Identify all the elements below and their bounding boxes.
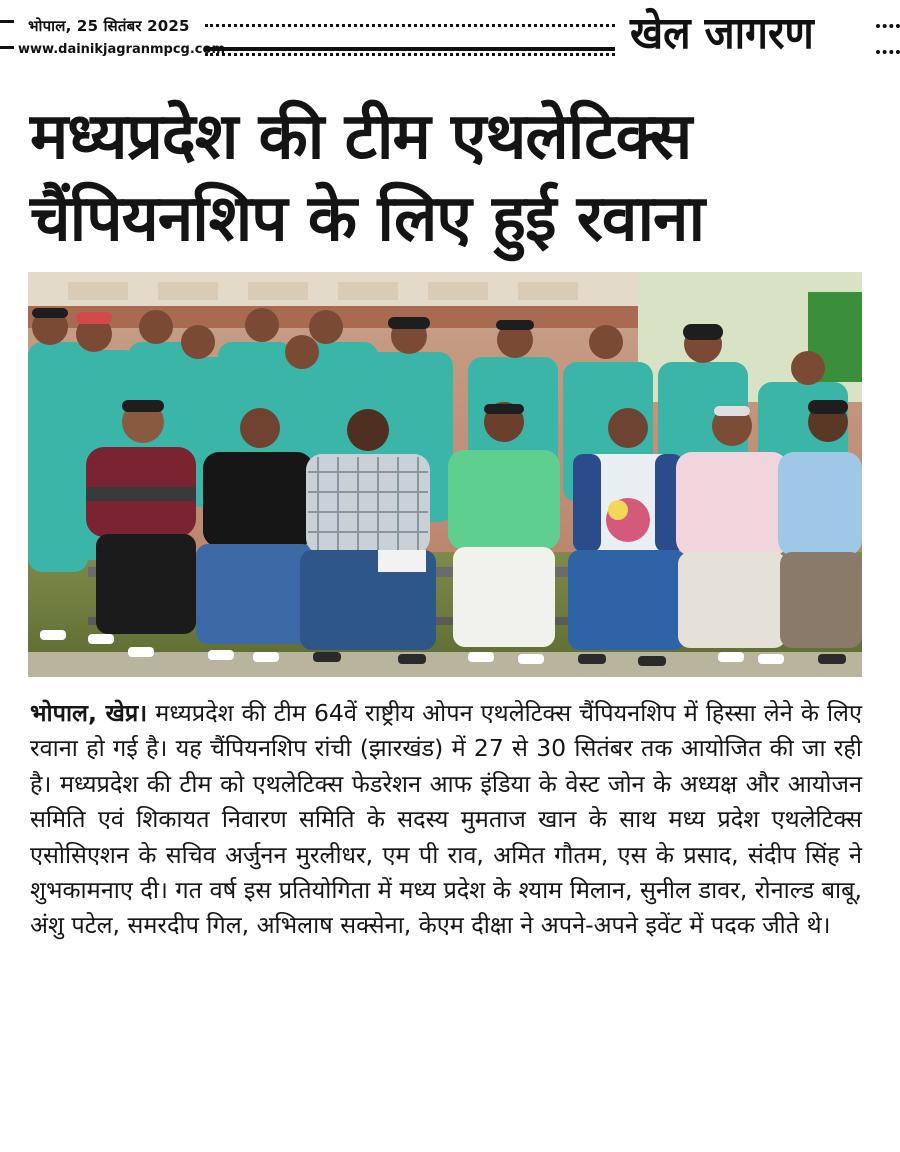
masthead-dotted-rule-bottom [205, 53, 615, 56]
article-text: मध्यप्रदेश की टीम 64वें राष्ट्रीय ओपन एथलेटिक्स चैंपियनशिप में हिस्सा लेने के लिए रवाना हो गई है। यह चैंपियनशिप रांची (झारखंड) में 27 से 30 सितंबर तक आयोजित की जा रही है। मध्यप्रदेश की टीम को एथलेटिक्स फेडरेशन आफ इंडिया के वेस्ट जोन के अध्यक्ष और आयोजन समिति एवं शिकायत निवारण समिति के सदस्य मुमताज खान के साथ मध्य प्रदेश एथलेटिक्स एसोसिएशन के सचिव अर्जुनन मुरलीधर, एम पी राव, अमित गौतम, एस के प्रसाद, संदीप सिंह ने शुभकामनाए दी। गत वर्ष इस प्रतियोगिता में मध्य प्रदेश के श्याम मिलान, सुनील डावर, रोनाल्ड बाबू, अंशु पटेल, समरदीप गिल, अभिलाष सक्सेना, केएम दीक्षा ने अपने-अपने इवेंट में पदक जीते थे। [30, 699, 862, 940]
masthead-dotted-rule-top [205, 24, 615, 27]
masthead-tail-rule-bottom [876, 50, 900, 54]
section-title: खेल जागरण [630, 8, 814, 59]
website-url[interactable]: www.dainikjagranmpcg.com [18, 42, 225, 57]
headline-line-2: चैंपियनशिप के लिए हुई रवाना [30, 182, 705, 256]
masthead-stub-top [0, 20, 14, 23]
team-photo-illustration [28, 272, 862, 677]
article-body [30, 696, 862, 944]
article [30, 696, 862, 944]
team-group-photo [28, 272, 862, 677]
headline [30, 96, 870, 260]
masthead [0, 0, 900, 80]
masthead-rule-bottom [205, 47, 615, 51]
edition-date: भोपाल, 25 सितंबर 2025 [28, 17, 190, 35]
masthead-stub-bottom [0, 46, 14, 49]
headline-line-1: मध्यप्रदेश की टीम एथलेटिक्स [30, 100, 692, 174]
masthead-tail-rule-top [876, 24, 900, 28]
dateline: भोपाल, खेप्र। [30, 699, 148, 727]
